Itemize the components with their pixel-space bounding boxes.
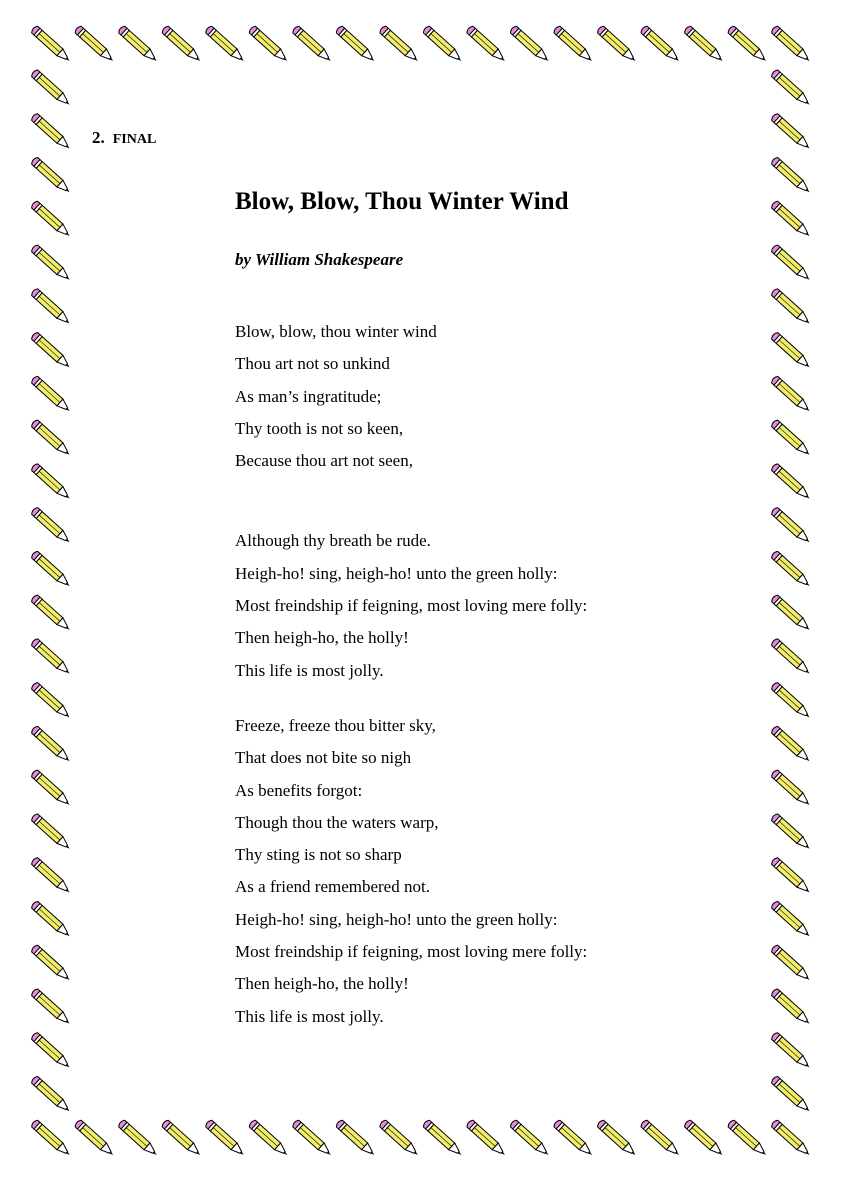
pencil-icon xyxy=(117,25,159,64)
pencil-icon xyxy=(30,681,72,720)
pencil-icon xyxy=(292,1119,334,1158)
pencil-icon xyxy=(727,25,769,64)
pencil-icon xyxy=(379,25,421,64)
pencil-icon xyxy=(161,1119,203,1158)
pencil-icon xyxy=(770,1032,812,1071)
pencil-icon xyxy=(422,25,464,64)
pencil-icon xyxy=(248,25,290,64)
poem-line: Thy sting is not so sharp xyxy=(235,845,402,865)
pencil-icon xyxy=(770,288,812,327)
pencil-icon xyxy=(292,25,334,64)
pencil-icon xyxy=(422,1119,464,1158)
pencil-icon xyxy=(30,113,72,152)
poem-line: Then heigh-ho, the holly! xyxy=(235,628,409,648)
pencil-icon xyxy=(770,681,812,720)
pencil-icon xyxy=(553,1119,595,1158)
section-label: FINAL xyxy=(112,132,157,147)
pencil-icon xyxy=(466,1119,508,1158)
poem-line: Heigh-ho! sing, heigh-ho! unto the green holly: xyxy=(235,909,558,929)
pencil-icon xyxy=(30,638,72,677)
pencil-icon xyxy=(335,25,377,64)
poem-byline: by William Shakespeare xyxy=(235,250,404,269)
pencil-icon xyxy=(30,69,72,108)
poem-line: As man’s ingratitude; xyxy=(235,386,382,406)
pencil-icon xyxy=(30,1119,72,1158)
pencil-icon xyxy=(30,1032,72,1071)
poem-line: Because thou art not seen, xyxy=(235,451,413,471)
pencil-icon xyxy=(770,25,812,64)
pencil-icon xyxy=(30,244,72,283)
poem-body xyxy=(235,316,587,1056)
pencil-icon xyxy=(770,769,812,808)
pencil-icon xyxy=(770,506,812,545)
pencil-icon xyxy=(335,1119,377,1158)
poem-line: Heigh-ho! sing, heigh-ho! unto the green holly: xyxy=(235,563,558,583)
pencil-icon xyxy=(640,25,682,64)
pencil-icon xyxy=(30,725,72,764)
pencil-icon xyxy=(683,25,725,64)
pencil-icon xyxy=(117,1119,159,1158)
pencil-icon xyxy=(596,25,638,64)
section-number: 2. xyxy=(92,128,105,147)
stanza xyxy=(235,316,587,477)
pencil-icon xyxy=(770,463,812,502)
pencil-icon xyxy=(770,638,812,677)
poem-line: That does not bite so nigh xyxy=(235,748,412,768)
pencil-icon xyxy=(30,156,72,195)
poem-line: Most freindship if feigning, most loving mere folly: xyxy=(235,596,588,616)
poem-line: Thou art not so unkind xyxy=(235,354,390,374)
pencil-icon xyxy=(770,200,812,239)
poem-line: Thy tooth is not so keen, xyxy=(235,418,404,438)
pencil-icon xyxy=(30,550,72,589)
pencil-icon xyxy=(30,1075,72,1114)
pencil-icon xyxy=(30,331,72,370)
pencil-icon xyxy=(770,69,812,108)
pencil-icon xyxy=(30,769,72,808)
pencil-icon xyxy=(770,857,812,896)
pencil-icon xyxy=(770,156,812,195)
poem-line: This life is most jolly. xyxy=(235,660,384,680)
poem-line: Although thy breath be rude. xyxy=(235,531,431,551)
poem-line: This life is most jolly. xyxy=(235,1006,384,1026)
pencil-icon xyxy=(683,1119,725,1158)
poem-line: Then heigh-ho, the holly! xyxy=(235,974,409,994)
pencil-icon xyxy=(770,900,812,939)
pencil-icon xyxy=(30,463,72,502)
poem-line: Blow, blow, thou winter wind xyxy=(235,322,437,341)
pencil-icon xyxy=(770,988,812,1027)
pencil-icon xyxy=(770,1119,812,1158)
pencil-icon xyxy=(770,813,812,852)
pencil-icon xyxy=(770,725,812,764)
pencil-icon xyxy=(30,813,72,852)
pencil-icon xyxy=(509,25,551,64)
pencil-icon xyxy=(30,375,72,414)
section-heading xyxy=(92,128,156,148)
poem-title: Blow, Blow, Thou Winter Wind xyxy=(235,188,569,215)
pencil-icon xyxy=(30,288,72,327)
pencil-icon xyxy=(204,1119,246,1158)
pencil-icon xyxy=(466,25,508,64)
pencil-icon xyxy=(770,550,812,589)
pencil-icon xyxy=(770,594,812,633)
pencil-icon xyxy=(770,419,812,458)
pencil-icon xyxy=(30,900,72,939)
pencil-icon xyxy=(770,113,812,152)
pencil-icon xyxy=(161,25,203,64)
pencil-icon xyxy=(770,331,812,370)
pencil-icon xyxy=(770,375,812,414)
pencil-icon xyxy=(553,25,595,64)
pencil-icon xyxy=(770,1075,812,1114)
pencil-icon xyxy=(30,506,72,545)
pencil-icon xyxy=(727,1119,769,1158)
pencil-icon xyxy=(74,25,116,64)
poem-line: As a friend remembered not. xyxy=(235,877,430,897)
poem-line: Most freindship if feigning, most loving mere folly: xyxy=(235,942,588,962)
pencil-icon xyxy=(30,988,72,1027)
stanza xyxy=(235,525,587,686)
poem-line: Freeze, freeze thou bitter sky, xyxy=(235,715,436,735)
stanza xyxy=(235,710,587,1033)
pencil-icon xyxy=(248,1119,290,1158)
pencil-icon xyxy=(596,1119,638,1158)
pencil-icon xyxy=(640,1119,682,1158)
pencil-icon xyxy=(74,1119,116,1158)
pencil-icon xyxy=(30,200,72,239)
poem-line: Though thou the waters warp, xyxy=(235,812,439,832)
pencil-icon xyxy=(204,25,246,64)
pencil-icon xyxy=(770,244,812,283)
pencil-icon xyxy=(30,944,72,983)
pencil-icon xyxy=(770,944,812,983)
pencil-icon xyxy=(30,419,72,458)
pencil-icon xyxy=(30,857,72,896)
pencil-icon xyxy=(30,594,72,633)
pencil-icon xyxy=(30,25,72,64)
poem-line: As benefits forgot: xyxy=(235,780,363,800)
pencil-icon xyxy=(509,1119,551,1158)
pencil-icon xyxy=(379,1119,421,1158)
